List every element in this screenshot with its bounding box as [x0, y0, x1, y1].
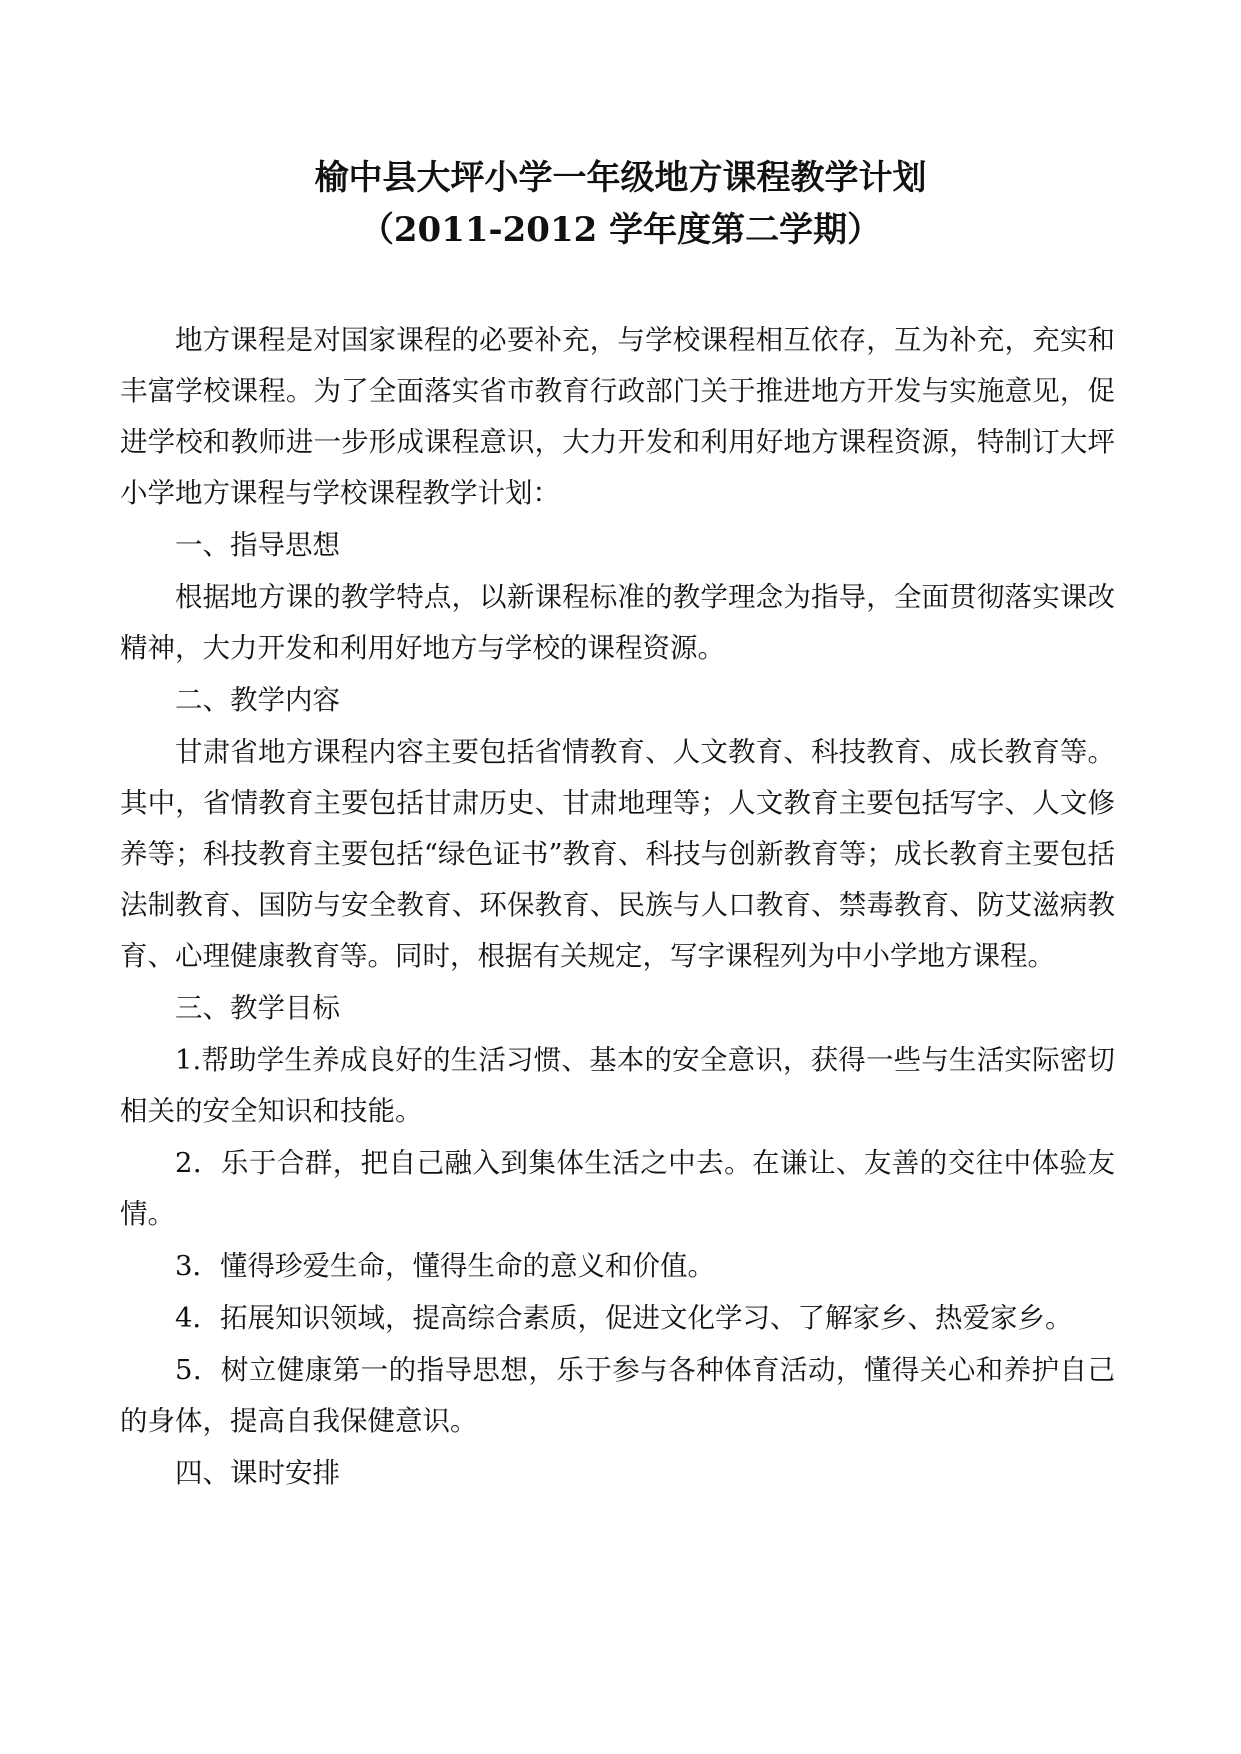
section-heading-guiding-ideology: 一、指导思想: [175, 529, 340, 561]
goal-item-3: 3．懂得珍爱生命，懂得生命的意义和价值。: [175, 1250, 715, 1282]
section-heading-teaching-goals: 三、教学目标: [175, 992, 340, 1024]
document-body: [120, 315, 1115, 1500]
goal-item-4: 4．拓展知识领域，提高综合素质，促进文化学习、了解家乡、热爱家乡。: [175, 1302, 1073, 1334]
goal-item-2: 2．乐于合群，把自己融入到集体生活之中去。在谦让、友善的交往中体验友情。: [120, 1147, 1115, 1230]
document-subtitle: （2011-2012 学年度第二学期）: [359, 210, 882, 250]
teaching-content-paragraph: 甘肃省地方课程内容主要包括省情教育、人文教育、科技教育、成长教育等。其中，省情教育主要包括甘肃历史、甘肃地理等；人文教育主要包括写字、人文修养等；科技教育主要包括“绿色证书”教育、科技与创新教育等；成长教育主要包括法制教育、国防与安全教育、环保教育、民族与人口教育、禁毒教育、防艾滋病教育、心理健康教育等。同时，根据有关规定，写字课程列为中小学地方课程。: [120, 736, 1115, 972]
goal-item-1: 1.帮助学生养成良好的生活习惯、基本的安全意识，获得一些与生活实际密切相关的安全知识和技能。: [120, 1044, 1115, 1127]
section-heading-teaching-content: 二、教学内容: [175, 684, 340, 716]
section-heading-class-hours: 四、课时安排: [175, 1457, 340, 1489]
document-title: 榆中县大坪小学一年级地方课程教学计划: [314, 158, 927, 198]
intro-paragraph: 地方课程是对国家课程的必要补充，与学校课程相互依存，互为补充，充实和丰富学校课程。为了全面落实省市教育行政部门关于推进地方开发与实施意见，促进学校和教师进一步形成课程意识，大力开发和利用好地方课程资源，特制订大坪小学地方课程与学校课程教学计划：: [120, 324, 1115, 509]
guiding-ideology-paragraph: 根据地方课的教学特点，以新课程标准的教学理念为指导，全面贯彻落实课改精神，大力开发和利用好地方与学校的课程资源。: [120, 581, 1115, 664]
goal-item-5: 5．树立健康第一的指导思想，乐于参与各种体育活动，懂得关心和养护自己的身体，提高自我保健意识。: [120, 1354, 1115, 1437]
